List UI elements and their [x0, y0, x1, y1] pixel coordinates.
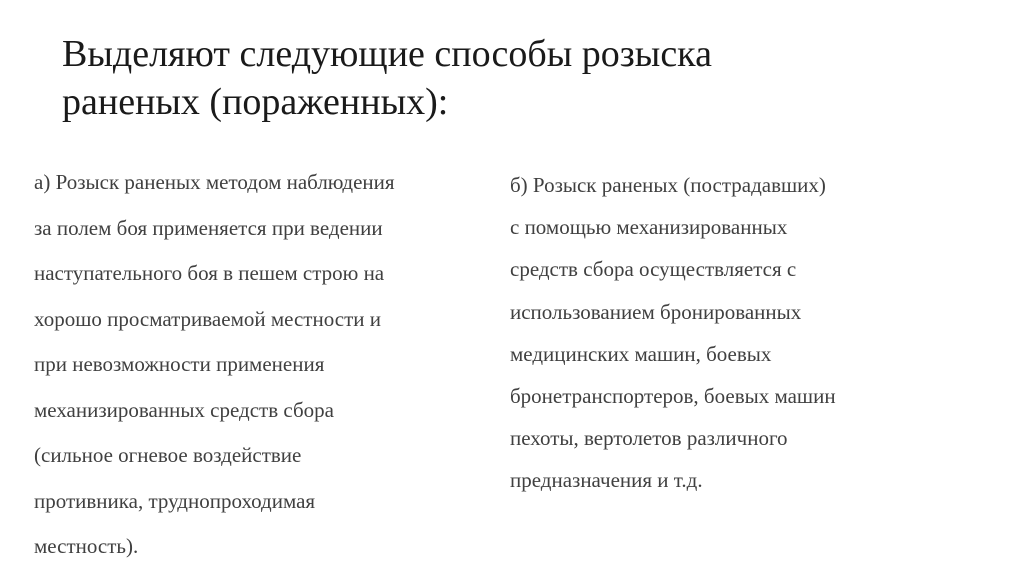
- right-text-column: [510, 164, 836, 502]
- left-text-line: за полем боя применяется при ведении: [34, 215, 383, 240]
- left-text-line: хорошо просматриваемой местности и: [34, 306, 381, 331]
- slide-title: [62, 30, 962, 126]
- right-text-line: пехоты, вертолетов различного: [510, 426, 788, 451]
- slide-title-line: Выделяют следующие способы розыска: [62, 33, 712, 75]
- left-text-column: [34, 160, 395, 570]
- left-text-line: противника, труднопроходимая: [34, 488, 316, 513]
- left-text-line: механизированных средств сбора: [34, 397, 334, 422]
- right-text-line: медицинских машин, боевых: [510, 341, 772, 366]
- left-text-line: наступательного боя в пешем строю на: [34, 261, 385, 285]
- right-text-line: б) Розыск раненых (пострадавших): [510, 173, 826, 197]
- left-text-line: (сильное огневое воздействие: [34, 443, 302, 467]
- left-text-line: при невозможности применения: [34, 352, 325, 376]
- right-text-line: использованием бронированных: [510, 299, 802, 324]
- left-text-line: местность).: [34, 534, 139, 558]
- left-text-line: а) Розыск раненых методом наблюдения: [34, 170, 395, 194]
- right-text-line: с помощью механизированных: [510, 215, 788, 240]
- right-text-line: предназначения и т.д.: [510, 468, 703, 493]
- right-text-line: бронетранспортеров, боевых машин: [510, 384, 836, 409]
- right-text-line: средств сбора осуществляется с: [510, 257, 797, 282]
- slide-title-line: раненых (пораженных):: [62, 81, 449, 123]
